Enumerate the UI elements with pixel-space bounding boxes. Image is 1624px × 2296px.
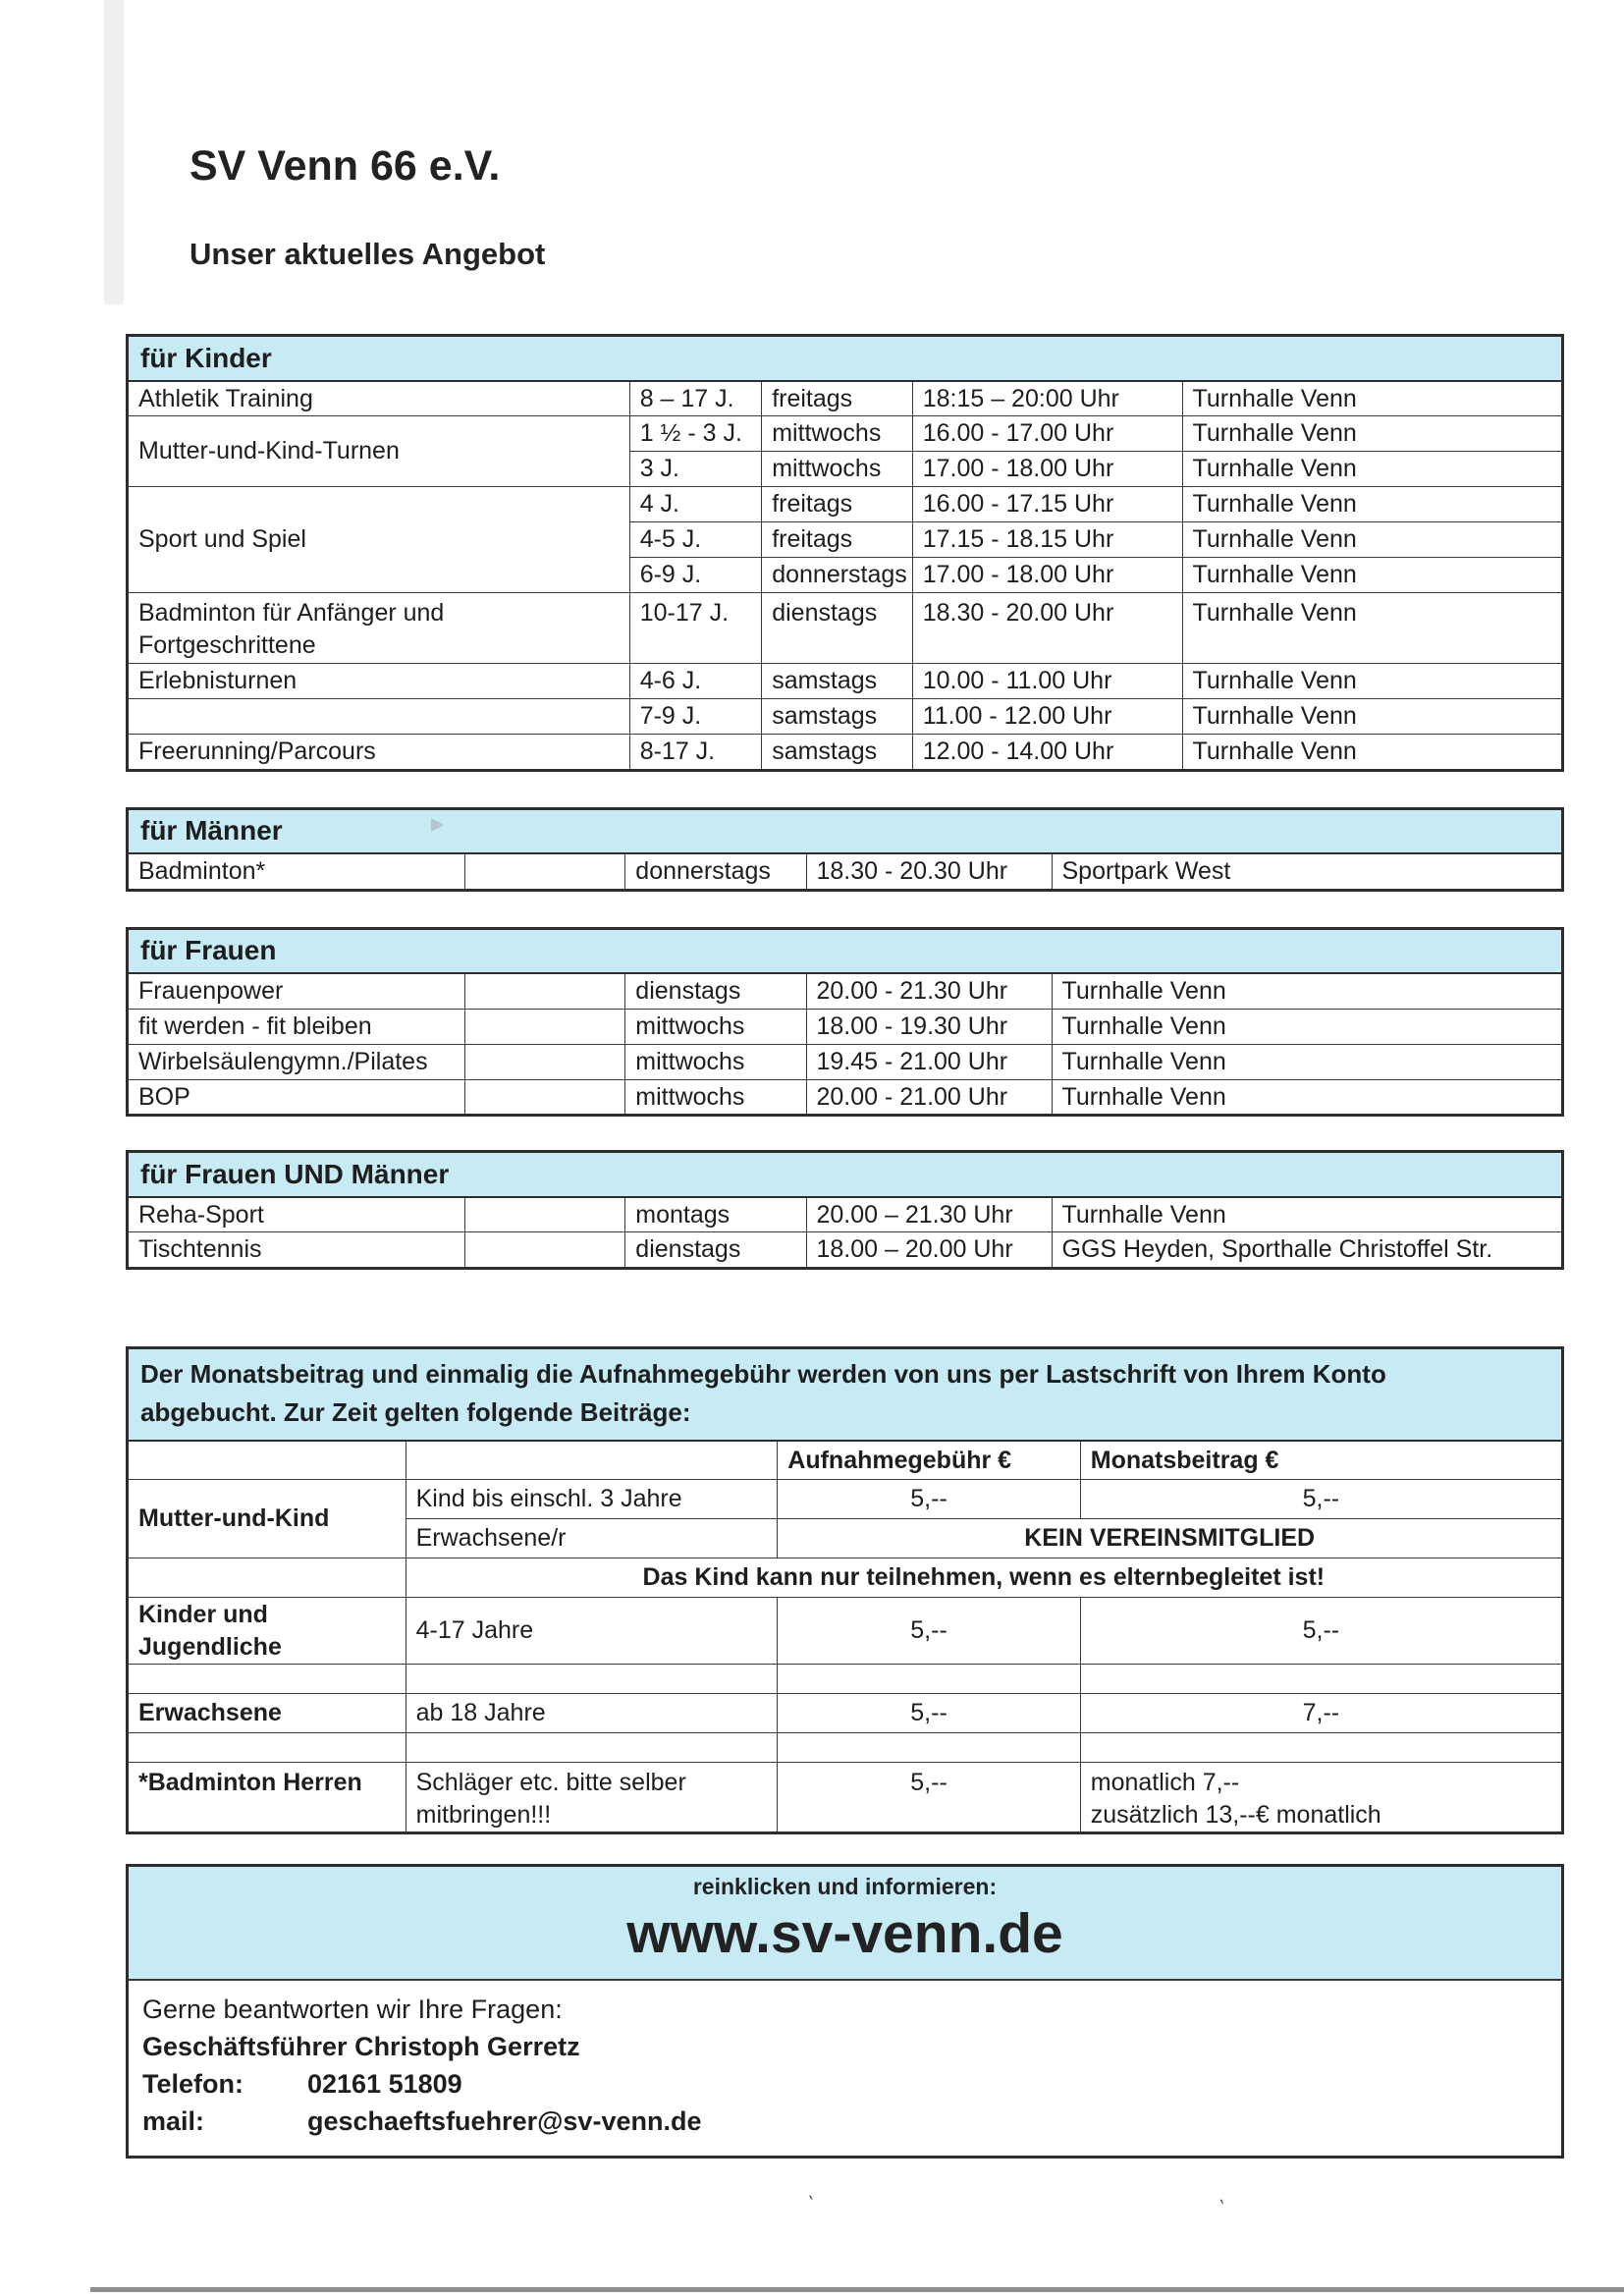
table-cell: Sport und Spiel [128,487,630,593]
table-cell: samstags [762,735,913,771]
table-cell: freitags [762,381,913,416]
table-cell: 5,-- [778,1763,1080,1833]
table-cell: Turnhalle Venn [1052,1197,1563,1232]
table-cell: Erwachsene [128,1694,406,1733]
section-header: für Männer [128,808,1563,853]
table-cell: *Badminton Herren [128,1763,406,1833]
table-cell: GGS Heyden, Sporthalle Christoffel Str. [1052,1232,1563,1269]
table-cell: 20.00 – 21.30 Uhr [806,1197,1052,1232]
table-cell: Turnhalle Venn [1052,1079,1563,1116]
table-cell: 10-17 J. [629,593,762,664]
table-cell: monatlich 7,-- zusätzlich 13,--€ monatlich [1080,1763,1562,1833]
table-cell: Monatsbeitrag € [1080,1441,1562,1480]
table-cell: Turnhalle Venn [1182,452,1562,487]
table-cell [464,1044,625,1079]
mail-value: geschaeftsfuehrer@sv-venn.de [307,2106,702,2136]
scan-artifact-left-band [104,0,124,304]
website-banner [129,1867,1561,1981]
table-fuer-kinder [126,334,1564,772]
table-cell [778,1733,1080,1763]
table-cell [128,1441,406,1480]
table-cell: 12.00 - 14.00 Uhr [912,735,1182,771]
scan-artifact-bottom-edge [90,2287,1624,2292]
table-cell: 11.00 - 12.00 Uhr [912,699,1182,735]
contact-mail-line [142,2103,1561,2140]
table-cell [464,1009,625,1044]
table-cell: 8-17 J. [629,735,762,771]
table-cell: 7-9 J. [629,699,762,735]
table-cell: 6-9 J. [629,558,762,593]
table-cell: mittwochs [625,1079,806,1116]
table-cell: Frauenpower [128,973,465,1009]
table-cell: 16.00 - 17.15 Uhr [912,487,1182,522]
table-fuer-frauen-und-maenner [126,1150,1564,1270]
table-cell: Badminton für Anfänger und Fortgeschrittene [128,593,630,664]
table-cell: ab 18 Jahre [406,1694,778,1733]
table-cell: Freerunning/Parcours [128,735,630,771]
table-cell: Turnhalle Venn [1182,416,1562,452]
table-cell [464,973,625,1009]
table-cell: Das Kind kann nur teilnehmen, wenn es elternbegleitet ist! [406,1558,1562,1598]
table-fuer-frauen [126,927,1564,1118]
table-cell: 20.00 - 21.30 Uhr [806,973,1052,1009]
table-cell: Mutter-und-Kind-Turnen [128,416,630,487]
table-fuer-maenner [126,807,1564,892]
table-cell: dienstags [762,593,913,664]
phone-value: 02161 51809 [307,2069,462,2099]
phone-label: Telefon: [142,2069,244,2099]
table-cell: samstags [762,664,913,699]
table-cell: 4 J. [629,487,762,522]
table-cell: montags [625,1197,806,1232]
table-cell: dienstags [625,1232,806,1269]
table-cell: Mutter-und-Kind [128,1480,406,1558]
table-cell: Turnhalle Venn [1182,381,1562,416]
table-cell: fit werden - fit bleiben [128,1009,465,1044]
table-cell [406,1665,778,1694]
table-cell: freitags [762,487,913,522]
contact-phone-line [142,2065,1561,2103]
table-cell: mittwochs [625,1044,806,1079]
table-cell: BOP [128,1079,465,1116]
table-cell: Schläger etc. bitte selber mitbringen!!! [406,1763,778,1833]
table-cell: 5,-- [778,1694,1080,1733]
table-cell [464,1232,625,1269]
table-cell: 5,-- [1080,1480,1562,1519]
table-cell: donnerstags [762,558,913,593]
table-cell: Wirbelsäulengymn./Pilates [128,1044,465,1079]
contact-block [129,1981,1561,2156]
table-cell: 18.30 - 20.30 Uhr [806,853,1052,890]
table-cell: Aufnahmegebühr € [778,1441,1080,1480]
table-cell: 7,-- [1080,1694,1562,1733]
mail-label: mail: [142,2106,205,2136]
table-cell: Erlebnisturnen [128,664,630,699]
table-cell: Badminton* [128,853,465,890]
scan-artifact-speck: ` [1211,2195,1227,2221]
table-cell: freitags [762,522,913,558]
table-cell: Turnhalle Venn [1182,735,1562,771]
table-cell: 5,-- [1080,1598,1562,1665]
table-cell: Turnhalle Venn [1052,973,1563,1009]
table-cell: 18.00 - 19.30 Uhr [806,1009,1052,1044]
contact-name: Geschäftsführer Christoph Gerretz [142,2032,580,2061]
table-cell: Kinder und Jugendliche [128,1598,406,1665]
section-header: für Kinder [128,336,1563,381]
table-cell [128,699,630,735]
table-cell: Turnhalle Venn [1182,522,1562,558]
table-cell: dienstags [625,973,806,1009]
website-contact-box [126,1864,1564,2159]
table-cell: mittwochs [762,416,913,452]
table-cell: Reha-Sport [128,1197,465,1232]
scan-artifact-speck: ` [801,2191,817,2217]
table-cell: Athletik Training [128,381,630,416]
table-cell: Turnhalle Venn [1182,593,1562,664]
table-cell: 19.45 - 21.00 Uhr [806,1044,1052,1079]
table-cell: 1 ½ - 3 J. [629,416,762,452]
table-cell [406,1441,778,1480]
table-cell: Turnhalle Venn [1052,1009,1563,1044]
table-cell [128,1665,406,1694]
table-cell: 3 J. [629,452,762,487]
table-cell [406,1733,778,1763]
table-cell: mittwochs [625,1009,806,1044]
table-cell [1080,1665,1562,1694]
table-cell: 18.00 – 20.00 Uhr [806,1232,1052,1269]
section-header: für Frauen [128,928,1563,973]
table-cell: 17.00 - 18.00 Uhr [912,452,1182,487]
table-cell: Turnhalle Venn [1052,1044,1563,1079]
table-cell: 4-6 J. [629,664,762,699]
table-cell: 20.00 - 21.00 Uhr [806,1079,1052,1116]
table-cell [464,1197,625,1232]
table-cell [1080,1733,1562,1763]
website-url: www.sv-venn.de [626,1902,1063,1965]
table-cell: mittwochs [762,452,913,487]
table-cell: 16.00 - 17.00 Uhr [912,416,1182,452]
table-cell [128,1733,406,1763]
table-cell: Turnhalle Venn [1182,487,1562,522]
table-cell: 5,-- [778,1480,1080,1519]
table-cell: 4-17 Jahre [406,1598,778,1665]
table-cell: 17.00 - 18.00 Uhr [912,558,1182,593]
table-cell: KEIN VEREINSMITGLIED [778,1519,1563,1558]
table-cell: 10.00 - 11.00 Uhr [912,664,1182,699]
table-cell: 18.30 - 20.00 Uhr [912,593,1182,664]
table-cell: Erwachsene/r [406,1519,778,1558]
table-cell: 4-5 J. [629,522,762,558]
table-beitraege [126,1346,1564,1835]
contact-intro: Gerne beantworten wir Ihre Fragen: [142,1995,563,2024]
table-cell [464,853,625,890]
section-header: Der Monatsbeitrag und einmalig die Aufnahmegebühr werden von uns per Lastschrift von Ihrem Konto abgebucht. Zur Zeit gelten folgende Beiträge: [128,1347,1563,1441]
table-cell [778,1665,1080,1694]
scan-artifact-smudge [431,818,444,832]
table-cell: Sportpark West [1052,853,1563,890]
table-cell: Turnhalle Venn [1182,664,1562,699]
table-cell: samstags [762,699,913,735]
page-subtitle: Unser aktuelles Angebot [189,237,546,271]
website-tagline: reinklicken und informieren: [692,1874,998,1899]
table-cell: 18:15 – 20:00 Uhr [912,381,1182,416]
table-cell: donnerstags [625,853,806,890]
table-cell: Turnhalle Venn [1182,699,1562,735]
table-cell [464,1079,625,1116]
table-cell: 5,-- [778,1598,1080,1665]
table-cell: Turnhalle Venn [1182,558,1562,593]
table-cell: Tischtennis [128,1232,465,1269]
table-cell [128,1558,406,1598]
section-header: für Frauen UND Männer [128,1152,1563,1197]
page-title: SV Venn 66 e.V. [189,142,501,190]
table-cell: 17.15 - 18.15 Uhr [912,522,1182,558]
table-cell: Kind bis einschl. 3 Jahre [406,1480,778,1519]
table-cell: 8 – 17 J. [629,381,762,416]
